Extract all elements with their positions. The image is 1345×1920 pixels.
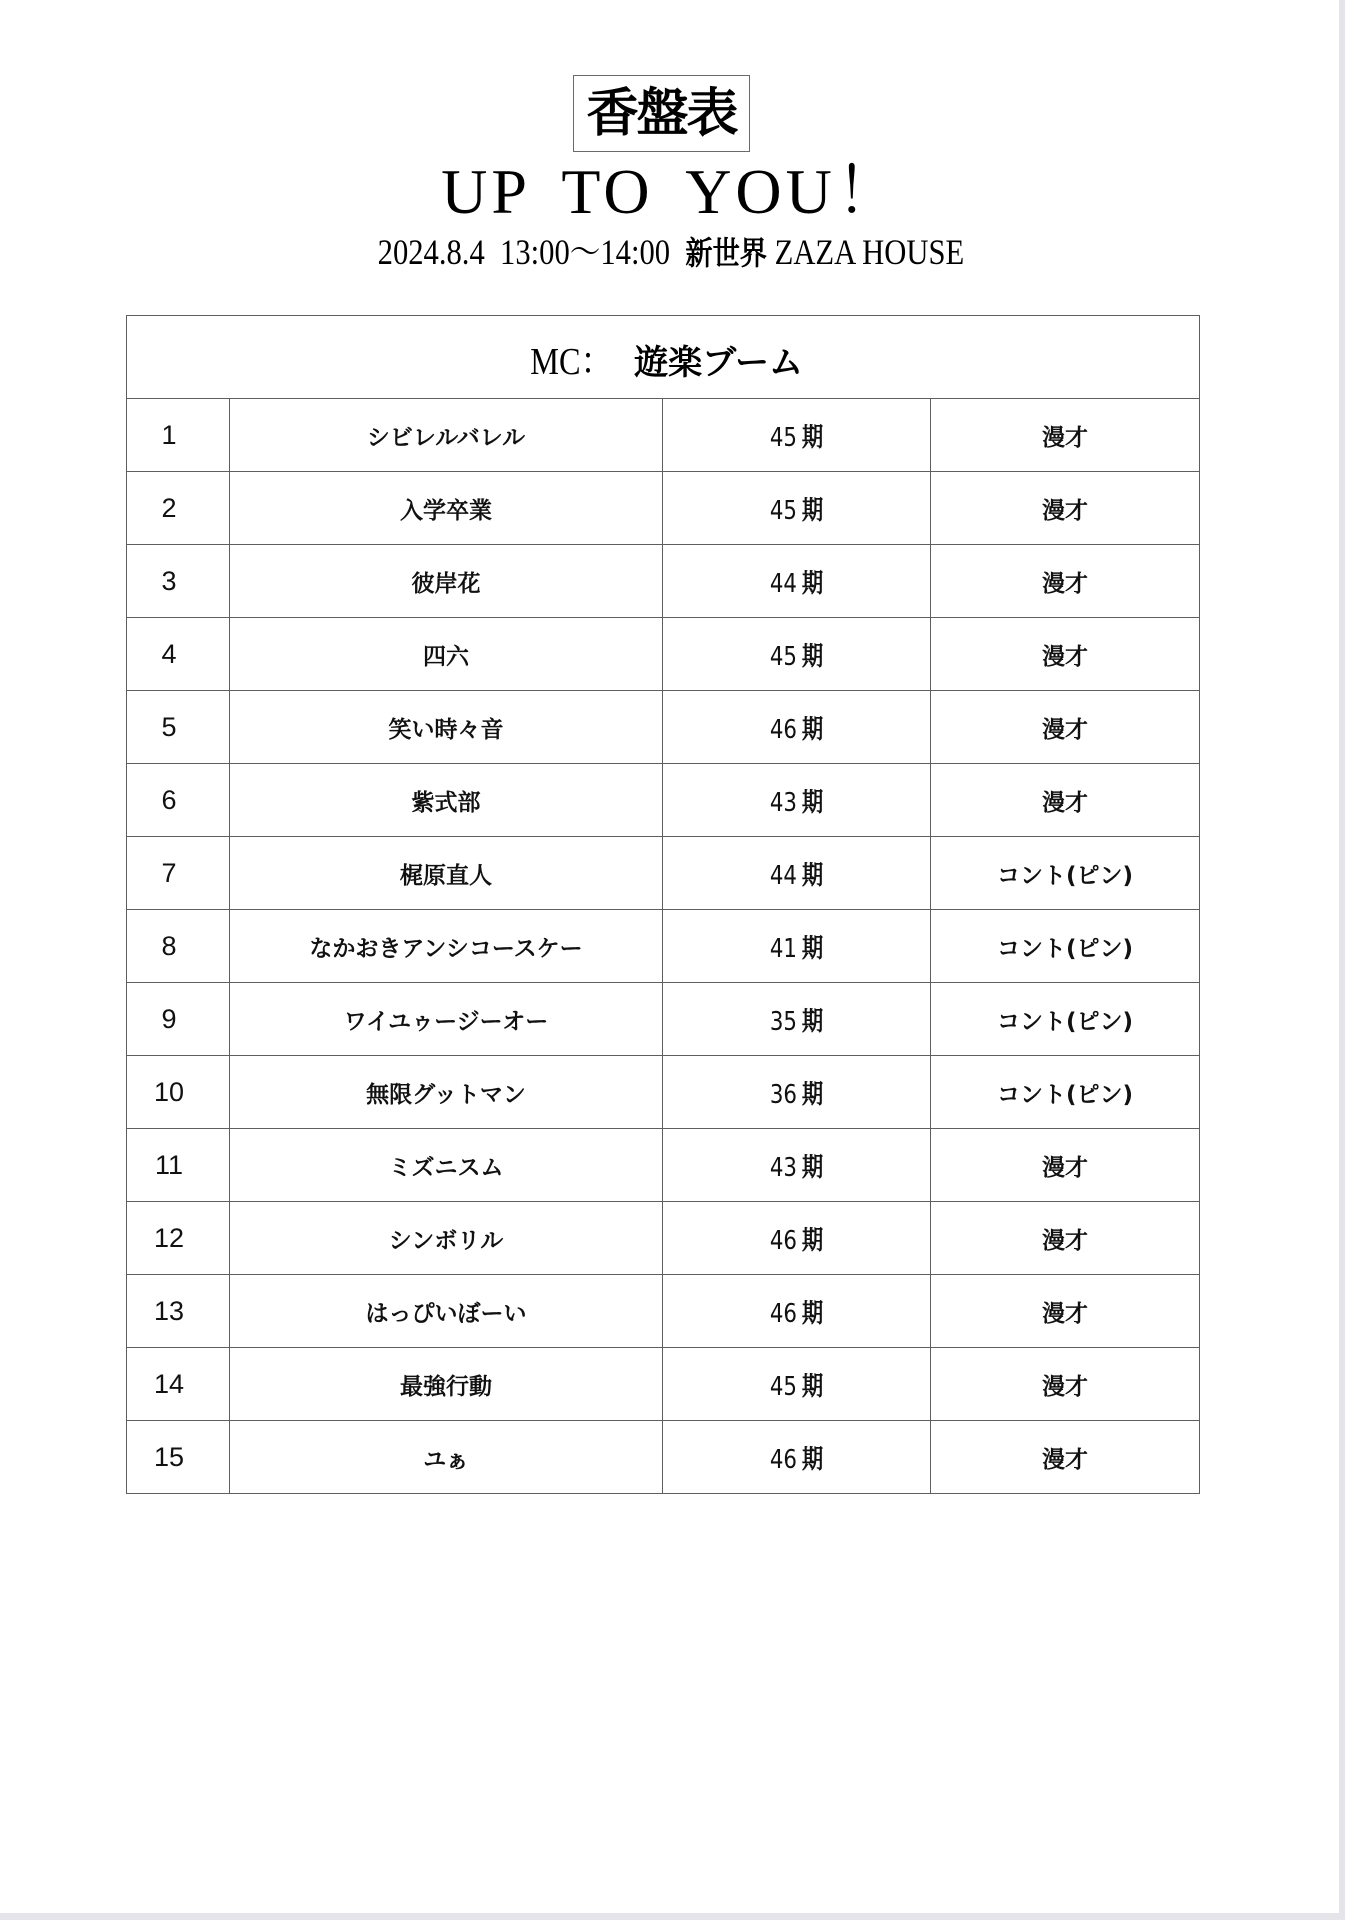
term-suffix: 期 bbox=[801, 422, 824, 453]
order-number-cell bbox=[127, 472, 230, 545]
order-number: 9 bbox=[161, 1003, 177, 1034]
event-venue-en: ZAZA HOUSE bbox=[774, 232, 965, 272]
performer-name: はっぴいぼーい bbox=[365, 1300, 527, 1327]
genre-cell bbox=[931, 764, 1200, 837]
table-row bbox=[127, 1129, 1200, 1202]
event-time: 13:00〜14:00 bbox=[500, 232, 671, 272]
order-number-cell bbox=[127, 1275, 230, 1348]
performer-name: 四六 bbox=[423, 643, 469, 670]
term-number: 43 bbox=[769, 1152, 797, 1183]
performer-name-cell bbox=[230, 1421, 663, 1494]
term-cell bbox=[663, 910, 931, 983]
genre: 漫才 bbox=[1042, 1373, 1088, 1400]
order-number-cell bbox=[127, 1056, 230, 1129]
event-info bbox=[99, 232, 1242, 273]
order-number-cell bbox=[127, 1421, 230, 1494]
term-number: 44 bbox=[769, 568, 797, 599]
term-number: 45 bbox=[769, 1371, 797, 1402]
term-suffix: 期 bbox=[801, 568, 824, 599]
performer-name-cell bbox=[230, 1275, 663, 1348]
term-number: 36 bbox=[769, 1079, 797, 1110]
order-number-cell bbox=[127, 1348, 230, 1421]
mc-name: 遊楽ブーム bbox=[634, 342, 804, 383]
table-row bbox=[127, 545, 1200, 618]
term-number: 46 bbox=[769, 714, 797, 745]
term-suffix: 期 bbox=[801, 1298, 824, 1329]
performer-name-cell bbox=[230, 545, 663, 618]
genre: 漫才 bbox=[1042, 716, 1088, 743]
term-cell bbox=[663, 1275, 931, 1348]
performer-name: 彼岸花 bbox=[411, 570, 481, 597]
term-cell bbox=[663, 545, 931, 618]
table-row bbox=[127, 983, 1200, 1056]
order-number: 4 bbox=[161, 638, 177, 669]
term-number: 35 bbox=[769, 1006, 797, 1037]
performer-name-cell bbox=[230, 399, 663, 472]
table-row bbox=[127, 764, 1200, 837]
genre-cell bbox=[931, 910, 1200, 983]
term-number: 46 bbox=[769, 1225, 797, 1256]
term-cell bbox=[663, 1129, 931, 1202]
genre-cell bbox=[931, 545, 1200, 618]
table-row bbox=[127, 910, 1200, 983]
order-number-cell bbox=[127, 691, 230, 764]
term-suffix: 期 bbox=[801, 641, 824, 672]
table-row bbox=[127, 1275, 1200, 1348]
table-row bbox=[127, 399, 1200, 472]
term-cell bbox=[663, 691, 931, 764]
document-label-box bbox=[573, 75, 750, 152]
order-number-cell bbox=[127, 1202, 230, 1275]
term-suffix: 期 bbox=[801, 1079, 824, 1110]
term-cell bbox=[663, 764, 931, 837]
term-suffix: 期 bbox=[801, 1152, 824, 1183]
term-suffix: 期 bbox=[801, 787, 824, 818]
order-number-cell bbox=[127, 837, 230, 910]
term-suffix: 期 bbox=[801, 714, 824, 745]
performer-name-cell bbox=[230, 910, 663, 983]
genre-cell bbox=[931, 1129, 1200, 1202]
genre: コント(ピン) bbox=[996, 1081, 1134, 1108]
performer-name-cell bbox=[230, 472, 663, 545]
genre: 漫才 bbox=[1042, 1300, 1088, 1327]
performer-name-cell bbox=[230, 983, 663, 1056]
event-venue-jp: 新世界 bbox=[685, 234, 767, 272]
genre-cell bbox=[931, 1421, 1200, 1494]
term-cell bbox=[663, 983, 931, 1056]
term-cell bbox=[663, 1056, 931, 1129]
order-number: 3 bbox=[161, 565, 177, 596]
term-number: 45 bbox=[769, 641, 797, 672]
order-number: 10 bbox=[153, 1076, 185, 1107]
order-number: 13 bbox=[153, 1295, 185, 1326]
genre-cell bbox=[931, 691, 1200, 764]
performer-name: なかおきアンシコースケー bbox=[309, 935, 583, 962]
term-cell bbox=[663, 1202, 931, 1275]
performer-name-cell bbox=[230, 1056, 663, 1129]
table-row bbox=[127, 618, 1200, 691]
genre: 漫才 bbox=[1042, 424, 1088, 451]
performer-name-cell bbox=[230, 764, 663, 837]
genre: 漫才 bbox=[1042, 497, 1088, 524]
lineup-table bbox=[126, 315, 1200, 1494]
term-number: 46 bbox=[769, 1298, 797, 1329]
performer-name: ミズニスム bbox=[388, 1154, 504, 1181]
genre-cell bbox=[931, 618, 1200, 691]
order-number: 12 bbox=[153, 1222, 185, 1253]
term-suffix: 期 bbox=[801, 1371, 824, 1402]
genre: 漫才 bbox=[1042, 1154, 1088, 1181]
genre-cell bbox=[931, 1275, 1200, 1348]
term-number: 41 bbox=[769, 933, 797, 964]
document-label: 香盤表 bbox=[586, 83, 737, 144]
order-number-cell bbox=[127, 764, 230, 837]
performer-name: 梶原直人 bbox=[400, 862, 492, 889]
order-number: 15 bbox=[153, 1441, 185, 1472]
term-suffix: 期 bbox=[801, 495, 824, 526]
term-cell bbox=[663, 837, 931, 910]
order-number-cell bbox=[127, 399, 230, 472]
performer-name-cell bbox=[230, 618, 663, 691]
performer-name: 入学卒業 bbox=[400, 497, 492, 524]
term-suffix: 期 bbox=[801, 933, 824, 964]
order-number: 7 bbox=[161, 857, 177, 888]
mc-cell bbox=[127, 316, 1200, 399]
order-number-cell bbox=[127, 618, 230, 691]
performer-name-cell bbox=[230, 1129, 663, 1202]
performer-name: 無限グットマン bbox=[366, 1081, 526, 1108]
term-number: 44 bbox=[769, 860, 797, 891]
term-number: 45 bbox=[769, 495, 797, 526]
performer-name-cell bbox=[230, 1348, 663, 1421]
term-number: 46 bbox=[769, 1444, 797, 1475]
genre: コント(ピン) bbox=[996, 1008, 1134, 1035]
performer-name: 最強行動 bbox=[400, 1373, 492, 1400]
genre: 漫才 bbox=[1042, 643, 1088, 670]
term-number: 45 bbox=[769, 422, 797, 453]
order-number: 6 bbox=[161, 784, 177, 815]
performer-name-cell bbox=[230, 837, 663, 910]
order-number-cell bbox=[127, 1129, 230, 1202]
order-number-cell bbox=[127, 910, 230, 983]
order-number: 11 bbox=[154, 1149, 184, 1180]
order-number: 14 bbox=[153, 1368, 185, 1399]
term-number: 43 bbox=[769, 787, 797, 818]
term-cell bbox=[663, 1348, 931, 1421]
performer-name: ユぁ bbox=[423, 1446, 469, 1473]
order-number-cell bbox=[127, 983, 230, 1056]
genre-cell bbox=[931, 837, 1200, 910]
order-number-cell bbox=[127, 545, 230, 618]
performer-name-cell bbox=[230, 691, 663, 764]
term-cell bbox=[663, 1421, 931, 1494]
performer-name: シンボリル bbox=[388, 1227, 504, 1254]
order-number: 1 bbox=[161, 419, 177, 450]
performer-name: 紫式部 bbox=[411, 789, 481, 816]
term-cell bbox=[663, 399, 931, 472]
genre: 漫才 bbox=[1042, 570, 1088, 597]
genre: コント(ピン) bbox=[996, 935, 1134, 962]
term-suffix: 期 bbox=[801, 1006, 824, 1037]
performer-name-cell bbox=[230, 1202, 663, 1275]
mc-row bbox=[127, 316, 1200, 399]
genre: 漫才 bbox=[1042, 1446, 1088, 1473]
event-title: UP TO YOU！ bbox=[441, 156, 904, 227]
genre: 漫才 bbox=[1042, 1227, 1088, 1254]
performer-name: シビレルバレル bbox=[366, 424, 526, 451]
genre-cell bbox=[931, 1056, 1200, 1129]
order-number: 5 bbox=[161, 711, 177, 742]
performer-name: ワイユゥージーオー bbox=[343, 1008, 549, 1035]
term-suffix: 期 bbox=[801, 1444, 824, 1475]
term-cell bbox=[663, 472, 931, 545]
table-row bbox=[127, 1421, 1200, 1494]
table-row bbox=[127, 1202, 1200, 1275]
term-suffix: 期 bbox=[801, 1225, 824, 1256]
performer-name: 笑い時々音 bbox=[388, 716, 504, 743]
order-number: 2 bbox=[161, 492, 177, 523]
genre-cell bbox=[931, 983, 1200, 1056]
term-cell bbox=[663, 618, 931, 691]
event-date: 2024.8.4 bbox=[377, 232, 485, 272]
table-row bbox=[127, 1348, 1200, 1421]
genre-cell bbox=[931, 472, 1200, 545]
table-row bbox=[127, 472, 1200, 545]
genre: コント(ピン) bbox=[996, 862, 1134, 889]
table-row bbox=[127, 837, 1200, 910]
term-suffix: 期 bbox=[801, 860, 824, 891]
genre: 漫才 bbox=[1042, 789, 1088, 816]
genre-cell bbox=[931, 1202, 1200, 1275]
genre-cell bbox=[931, 1348, 1200, 1421]
genre-cell bbox=[931, 399, 1200, 472]
table-row bbox=[127, 691, 1200, 764]
order-number: 8 bbox=[161, 930, 177, 961]
mc-prefix: MC： bbox=[530, 340, 613, 383]
table-row bbox=[127, 1056, 1200, 1129]
